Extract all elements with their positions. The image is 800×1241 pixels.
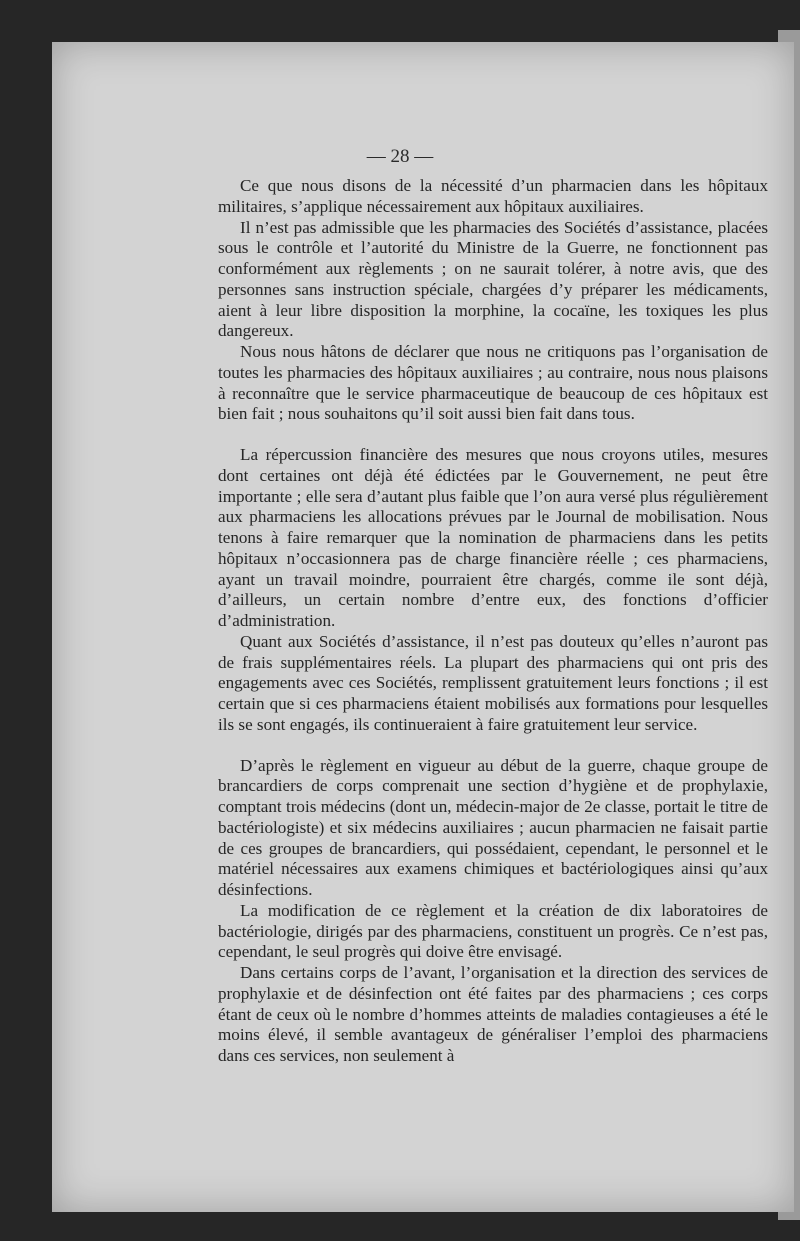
paragraph-3: Nous nous hâtons de déclarer que nous ne critiquons pas l’organisation de toutes les pharmacies des hôpitaux auxiliaires ; au contraire, nous nous plaisons à reconnaître que le service pharmaceutique de beaucoup de ces hôpitaux est bien fait ; nous souhaitons qu’il soit aussi bien fait dans tous. xyxy=(218,342,768,424)
section-gap xyxy=(218,425,768,445)
paragraph-4: La répercussion financière des mesures que nous croyons utiles, mesures dont certaines ont déjà été édictées par le Gouvernement, ne peut être importante ; elle sera d’autant plus faible que l’on aura versé plus régulièrement aux pharmaciens les allocations prévues par le Journal de mobilisation. Nous tenons à faire remarquer que la nomination de pharmaciens dans les petits hôpitaux n’occasionnera pas de charge financière réelle ; ces pharmaciens, ayant un travail moindre, pourraient être chargés, comme ile sont déjà, d’ailleurs, un certain nombre d’entre eux, des fonctions d’officier d’administration. xyxy=(218,445,768,630)
paragraph-7: La modification de ce règlement et la création de dix laboratoires de bactériologie, dirigés par des pharmaciens, constituent un progrès. Ce n’est pas, cependant, le seul progrès qui doive être envisagé. xyxy=(218,900,768,962)
page-number: — 28 — xyxy=(366,146,434,167)
section-gap xyxy=(218,736,768,756)
paragraph-6: D’après le règlement en vigueur au début de la guerre, chaque groupe de brancardiers de corps comprenait une section d’hygiène et de prophylaxie, comptant trois médecins (dont un, médecin-major de 2e classe, portait le titre de bactériologiste) et six médecins auxiliaires ; aucun pharmacien ne faisait partie de ces groupes de brancardiers, qui possédaient, cependant, le personnel et le matériel nécessaires aux examens chimiques et bactériologiques ainsi qu’aux désinfections. xyxy=(218,755,768,899)
paragraph-2: Il n’est pas admissible que les pharmacies des Sociétés d’assistance, placées sous le contrôle et l’autorité du Ministre de la Guerre, ne fonctionnent pas conformément aux règlements ; on ne saurait tolérer, à notre avis, que des personnes sans instruction spéciale, chargées d’y préparer les médicaments, aient à leur libre disposition la morphine, la cocaïne, les toxiques les plus dangereux. xyxy=(218,217,768,341)
page-body xyxy=(218,176,768,1067)
paragraph-1: Ce que nous disons de la nécessité d’un pharmacien dans les hôpitaux militaires, s’applique nécessairement aux hôpitaux auxiliaires. xyxy=(218,176,768,216)
paragraph-5: Quant aux Sociétés d’assistance, il n’est pas douteux qu’elles n’auront pas de frais supplémentaires réels. La plupart des pharmaciens qui ont pris des engagements avec ces Sociétés, remplissent gratuitement leurs fonctions ; il est certain que si ces pharmaciens étaient mobilisés aux formations pour lesquelles ils se sont engagés, ils continueraient à faire gratuitement leur service. xyxy=(218,631,768,734)
paragraph-8: Dans certains corps de l’avant, l’organisation et la direction des services de prophylaxie et de désinfection ont été faites par des pharmaciens ; ces corps étant de ceux où le nombre d’hommes atteints de maladies contagieuses a été le moins élevé, il semble avantageux de généraliser l’emploi des pharmaciens dans ces services, non seulement à xyxy=(218,963,768,1065)
